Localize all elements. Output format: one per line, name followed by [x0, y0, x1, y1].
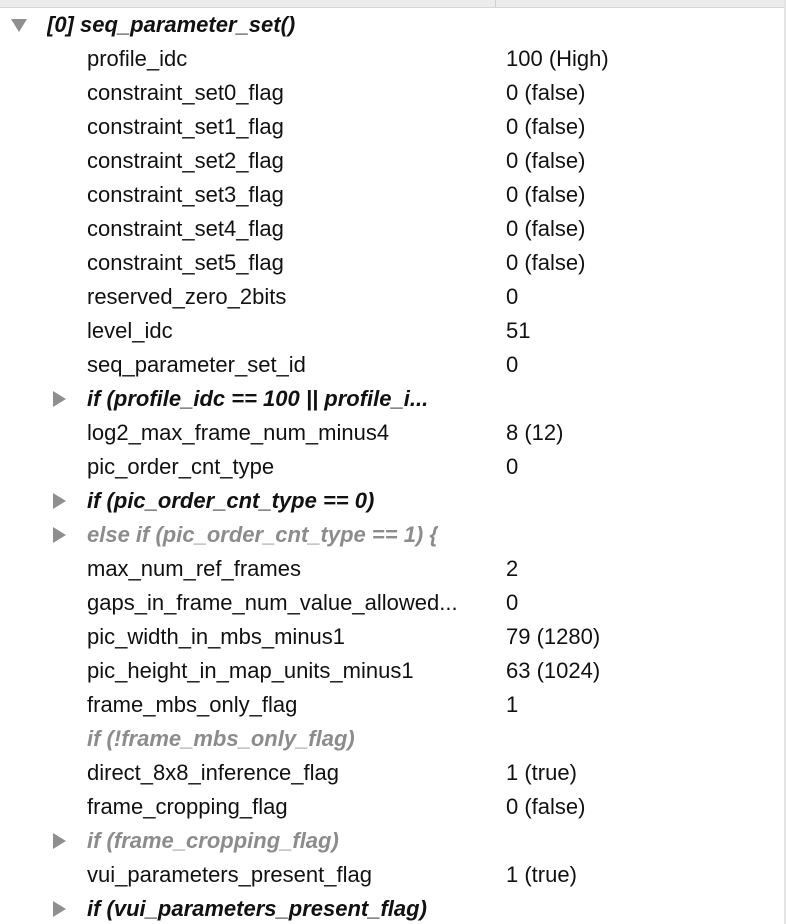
disclosure-triangle-right-icon[interactable]	[49, 484, 69, 518]
tree-row[interactable]	[0, 416, 784, 450]
field-value: 0	[506, 352, 519, 377]
tree-branch-row[interactable]	[0, 518, 784, 552]
tree-branch-row[interactable]	[0, 824, 784, 858]
field-name: level_idc	[87, 318, 173, 343]
field-value: 1 (true)	[506, 862, 577, 887]
field-value: 0 (false)	[506, 216, 586, 241]
field-name: log2_max_frame_num_minus4	[87, 420, 390, 445]
tree-branch-row[interactable]	[0, 484, 784, 518]
disclosure-triangle-right-icon[interactable]	[49, 382, 69, 416]
field-value: 0 (false)	[506, 148, 586, 173]
tree-row[interactable]	[0, 280, 784, 314]
field-name: if (vui_parameters_present_flag)	[87, 896, 427, 921]
tree-row[interactable]	[0, 790, 784, 824]
field-name: seq_parameter_set_id	[87, 352, 306, 377]
field-value: 100 (High)	[506, 46, 609, 71]
field-value: 0 (false)	[506, 182, 586, 207]
tree-row[interactable]	[0, 450, 784, 484]
tree-row[interactable]	[0, 178, 784, 212]
tree-row[interactable]	[0, 76, 784, 110]
tree-row[interactable]	[0, 246, 784, 280]
tree-row[interactable]	[0, 756, 784, 790]
field-name: constraint_set0_flag	[87, 80, 284, 105]
field-value: 1	[506, 692, 519, 717]
tree-branch-row[interactable]	[0, 382, 784, 416]
field-name: constraint_set3_flag	[87, 182, 284, 207]
column-separator[interactable]	[495, 0, 496, 7]
tree-row[interactable]	[0, 144, 784, 178]
field-name: pic_width_in_mbs_minus1	[87, 624, 346, 649]
tree-root-label: [0] seq_parameter_set()	[47, 12, 296, 37]
tree-row[interactable]	[0, 688, 784, 722]
column-header-bar	[0, 0, 786, 8]
field-name: frame_cropping_flag	[87, 794, 288, 819]
tree-row[interactable]	[0, 348, 784, 382]
disclosure-triangle-right-icon[interactable]	[49, 518, 69, 552]
field-value: 51	[506, 318, 531, 343]
field-value: 2	[506, 556, 519, 581]
tree-row[interactable]	[0, 314, 784, 348]
field-value: 0 (false)	[506, 80, 586, 105]
tree-branch-row[interactable]	[0, 892, 784, 924]
field-value: 0	[506, 284, 519, 309]
field-value: 0 (false)	[506, 250, 586, 275]
field-value: 0 (false)	[506, 114, 586, 139]
field-name: if (profile_idc == 100 || profile_i...	[87, 386, 429, 411]
syntax-tree	[0, 8, 784, 924]
tree-row[interactable]	[0, 586, 784, 620]
field-value: 0	[506, 590, 519, 615]
field-name: reserved_zero_2bits	[87, 284, 287, 309]
field-name: vui_parameters_present_flag	[87, 862, 372, 887]
field-name: pic_order_cnt_type	[87, 454, 275, 479]
field-name: if (frame_cropping_flag)	[87, 828, 339, 853]
field-name: frame_mbs_only_flag	[87, 692, 298, 717]
field-name: pic_height_in_map_units_minus1	[87, 658, 414, 683]
tree-row[interactable]	[0, 110, 784, 144]
field-value: 79 (1280)	[506, 624, 601, 649]
field-name: direct_8x8_inference_flag	[87, 760, 339, 785]
tree-row[interactable]	[0, 858, 784, 892]
tree-row[interactable]	[0, 212, 784, 246]
disclosure-triangle-right-icon[interactable]	[49, 892, 69, 924]
disclosure-triangle-right-icon[interactable]	[49, 824, 69, 858]
field-name: constraint_set2_flag	[87, 148, 284, 173]
field-name: if (!frame_mbs_only_flag)	[87, 726, 355, 751]
tree-condition-row[interactable]	[0, 722, 784, 756]
field-name: if (pic_order_cnt_type == 0)	[87, 488, 375, 513]
tree-row[interactable]	[0, 42, 784, 76]
field-value: 0	[506, 454, 519, 479]
field-name: profile_idc	[87, 46, 188, 71]
tree-root-row[interactable]	[0, 8, 784, 42]
field-name: max_num_ref_frames	[87, 556, 301, 581]
field-value: 1 (true)	[506, 760, 577, 785]
field-name: constraint_set5_flag	[87, 250, 284, 275]
field-name: gaps_in_frame_num_value_allowed...	[87, 590, 458, 615]
tree-row[interactable]	[0, 620, 784, 654]
tree-row[interactable]	[0, 552, 784, 586]
tree-children	[0, 42, 784, 924]
disclosure-triangle-down-icon[interactable]	[9, 8, 29, 42]
field-value: 8 (12)	[506, 420, 564, 445]
field-name: else if (pic_order_cnt_type == 1) {	[87, 522, 438, 547]
field-name: constraint_set4_flag	[87, 216, 284, 241]
field-value: 0 (false)	[506, 794, 586, 819]
tree-row[interactable]	[0, 654, 784, 688]
field-value: 63 (1024)	[506, 658, 601, 683]
field-name: constraint_set1_flag	[87, 114, 284, 139]
